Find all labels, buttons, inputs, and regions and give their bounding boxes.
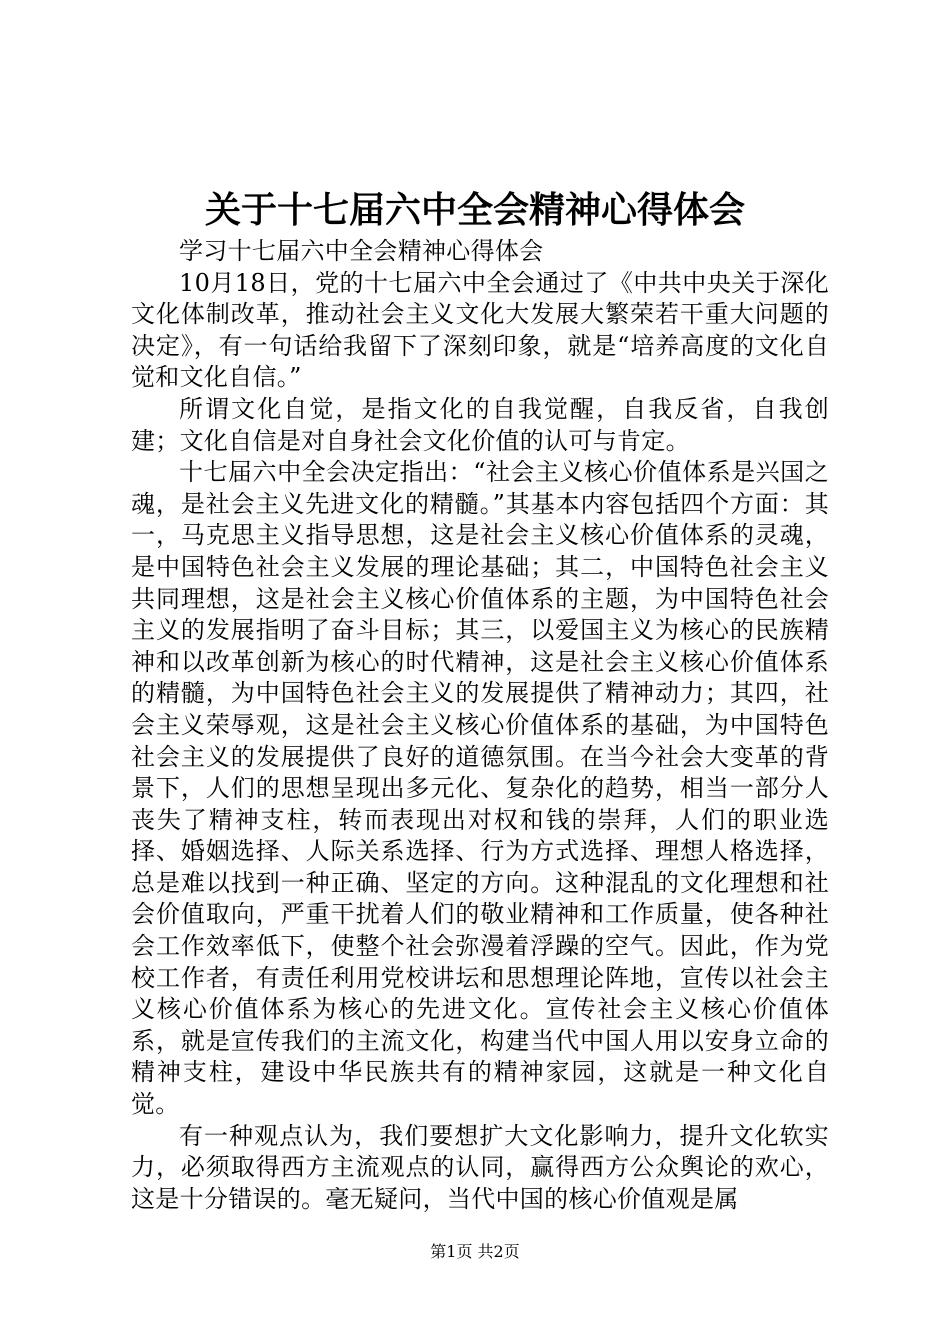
body-paragraph: 有一种观点认为，我们要想扩大文化影响力，提升文化软实力，必须取得西方主流观点的认同，赢得西方公众舆论的欢心，这是十分错误的。毫无疑问，当代中国的核心价值观是属 [131, 1121, 829, 1213]
document-title: 关于十七届六中全会精神心得体会 [204, 189, 745, 231]
body-paragraph: 所谓文化自觉，是指文化的自我觉醒，自我反省，自我创建；文化自信是对自身社会文化价值的认可与肯定。 [131, 394, 829, 455]
subtitle-paragraph: 学习十七届六中全会精神心得体会 [179, 237, 544, 265]
body-paragraph: 十七届六中全会决定指出：“社会主义核心价值体系是兴国之魂，是社会主义先进文化的精髓。”其基本内容包括四个方面：其一，马克思主义指导思想，这是社会主义核心价值体系的灵魂，是中国特色社会主义发展的理论基础；其二，中国特色社会主义共同理想，这是社会主义核心价值体系的主题，为中国特色社会主义的发展指明了奋斗目标；其三，以爱国主义为核心的民族精神和以改革创新为核心的时代精神，这是社会主义核心价值体系的精髓，为中国特色社会主义的发展提供了精神动力；其四，社会主义荣辱观，这是社会主义核心价值体系的基础，为中国特色社会主义的发展提供了良好的道德氛围。在当今社会大变革的背景下，人们的思想呈现出多元化、复杂化的趋势，相当一部分人丧失了精神支柱，转而表现出对权和钱的崇拜，人们的职业选择、婚姻选择、人际关系选择、行为方式选择、理想人格选择，总是难以找到一种正确、坚定的方向。这种混乱的文化理想和社会价值取向，严重干扰着人们的敬业精神和工作质量，使各种社会工作效率低下，使整个社会弥漫着浮躁的空气。因此，作为党校工作者，有责任利用党校讲坛和思想理论阵地，宣传以社会主义核心价值体系为核心的先进文化。宣传社会主义核心价值体系，就是宣传我们的主流文化，构建当代中国人用以安身立命的精神支柱，建设中华民族共有的精神家园，这就是一种文化自觉。 [131, 458, 829, 1119]
page-number-footer: 第1页 共2页 [430, 1242, 520, 1261]
body-paragraph: 10月18日，党的十七届六中全会通过了《中共中央关于深化文化体制改革，推动社会主义文化大发展大繁荣若干重大问题的决定》，有一句话给我留下了深刻印象，就是“培养高度的文化自觉和文化自信。” [131, 268, 829, 392]
document-body [131, 236, 829, 1215]
